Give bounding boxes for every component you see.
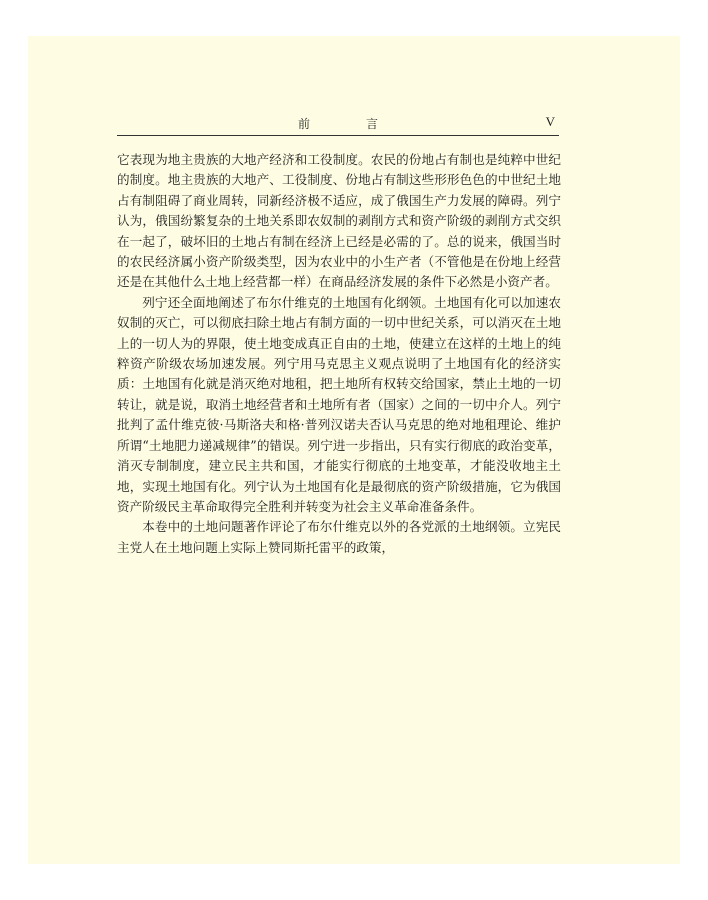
body-text bbox=[117, 150, 561, 558]
running-header bbox=[117, 113, 559, 136]
header-title: 前 言 bbox=[297, 117, 400, 131]
page-number: V bbox=[545, 114, 555, 129]
paragraph: 列宁还全面地阐述了布尔什维克的土地国有化纲领。土地国有化可以加速农奴制的灭亡，可以彻底扫除土地占有制方面的一切中世纪关系，可以消灭在土地上的一切人为的界限，使土地变成真正自由的土地，使建立在这样的土地上的纯粹资产阶级农场加速发展。列宁用马克思主义观点说明了土地国有化的经济实质：土地国有化就是消灭绝对地租，把土地所有权转交给国家，禁止土地的一切转让，就是说，取消土地经营者和土地所有者（国家）之间的一切中介人。列宁批判了孟什维克彼·马斯洛夫和格·普列汉诺夫否认马克思的绝对地租理论、维护所谓“土地肥力递减规律”的错误。列宁进一步指出，只有实行彻底的政治变革，消灭专制制度，建立民主共和国，才能实行彻底的土地变革，才能没收地主土地，实现土地国有化。列宁认为土地国有化是最彻底的资产阶级措施，它为俄国资产阶级民主革命取得完全胜利并转变为社会主义革命准备条件。 bbox=[117, 294, 561, 514]
paragraph: 本卷中的土地问题著作评论了布尔什维克以外的各党派的土地纲领。立宪民主党人在土地问题上实际上赞同斯托雷平的政策， bbox=[117, 519, 561, 555]
paragraph: 它表现为地主贵族的大地产经济和工役制度。农民的份地占有制也是纯粹中世纪的制度。地主贵族的大地产、工役制度、份地占有制这些形形色色的中世纪土地占有制阻碍了商业周转，同新经济极不适应，成了俄国生产力发展的障碍。列宁认为，俄国纷繁复杂的土地关系即农奴制的剥削方式和资产阶级的剥削方式交织在一起了，破坏旧的土地占有制在经济上已经是必需的了。总的说来，俄国当时的农民经济属小资产阶级类型，因为农业中的小生产者（不管他是在份地上经营还是在其他什么土地上经营都一样）在商品经济发展的条件下必然是小资产者。 bbox=[117, 152, 561, 290]
